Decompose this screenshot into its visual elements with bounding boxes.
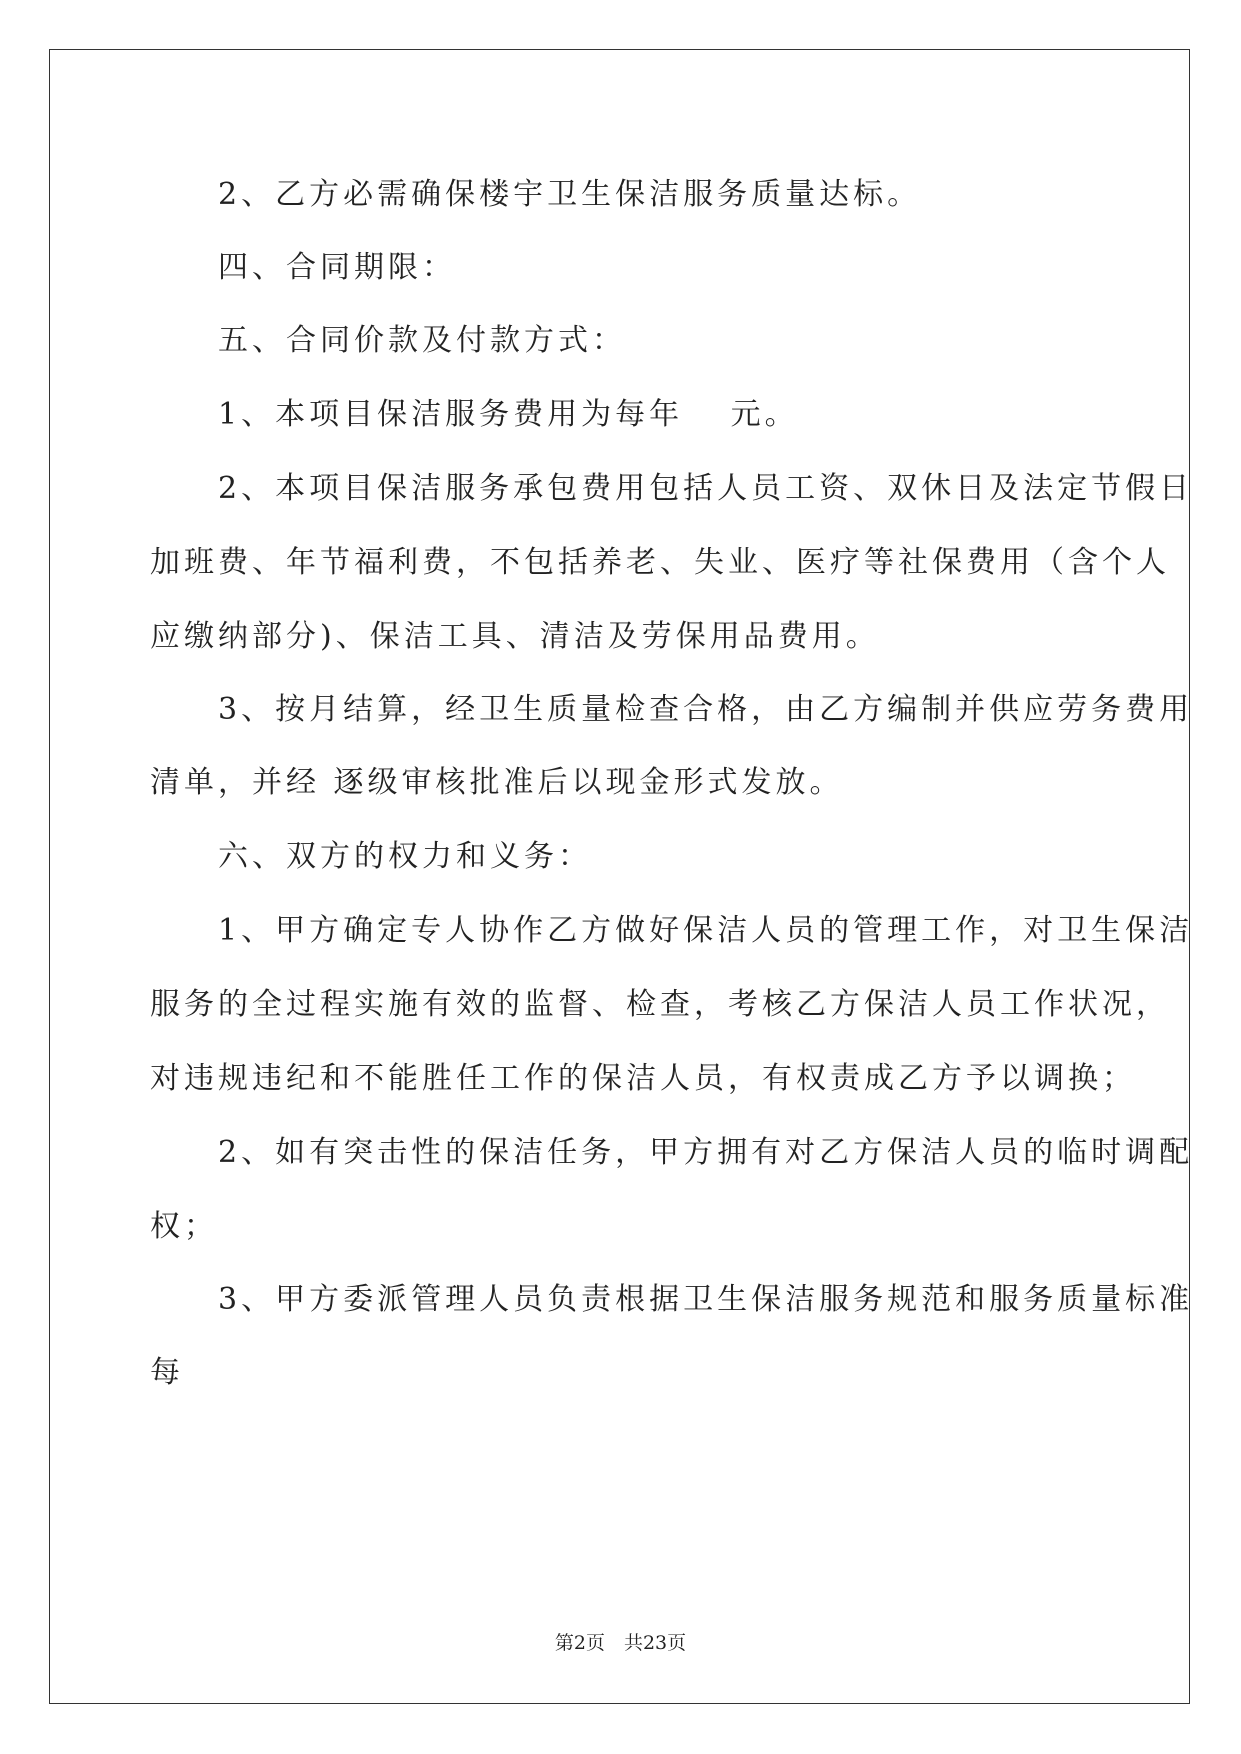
paragraph-line: 对违规违纪和不能胜任工作的保洁人员，有权责成乙方予以调换； bbox=[150, 1061, 1136, 1096]
page-number: 第2页 共23页 bbox=[554, 1632, 687, 1654]
paragraph-line: 2、乙方必需确保楼宇卫生保洁服务质量达标。 bbox=[150, 177, 922, 212]
section-heading-price-payment: 五、合同价款及付款方式： bbox=[150, 323, 626, 358]
page-footer bbox=[0, 1628, 1241, 1655]
paragraph-line: 权； bbox=[150, 1209, 218, 1244]
paragraph-line: 服务的全过程实施有效的监督、检查，考核乙方保洁人员工作状况， bbox=[150, 987, 1170, 1022]
paragraph-line: 1、甲方确定专人协作乙方做好保洁人员的管理工作，对卫生保洁 bbox=[150, 913, 1194, 948]
paragraph-line: 2、如有突击性的保洁任务，甲方拥有对乙方保洁人员的临时调配 bbox=[150, 1135, 1194, 1170]
paragraph-line: 清单，并经 逐级审核批准后以现金形式发放。 bbox=[150, 765, 844, 800]
paragraph-line: 1、本项目保洁服务费用为每年 元。 bbox=[150, 397, 799, 432]
paragraph-line: 每 bbox=[150, 1355, 184, 1390]
paragraph-line: 应缴纳部分)、保洁工具、清洁及劳保用品费用。 bbox=[150, 619, 880, 654]
paragraph-line: 3、甲方委派管理人员负责根据卫生保洁服务规范和服务质量标准 bbox=[150, 1282, 1194, 1317]
section-heading-rights-obligations: 六、双方的权力和义务： bbox=[150, 839, 592, 874]
paragraph-line: 2、本项目保洁服务承包费用包括人员工资、双休日及法定节假日 bbox=[150, 471, 1194, 506]
section-heading-contract-term: 四、合同期限： bbox=[150, 250, 456, 285]
paragraph-line: 3、按月结算，经卫生质量检查合格，由乙方编制并供应劳务费用 bbox=[150, 692, 1194, 727]
paragraph-line: 加班费、年节福利费，不包括养老、失业、医疗等社保费用（含个人 bbox=[150, 545, 1170, 580]
